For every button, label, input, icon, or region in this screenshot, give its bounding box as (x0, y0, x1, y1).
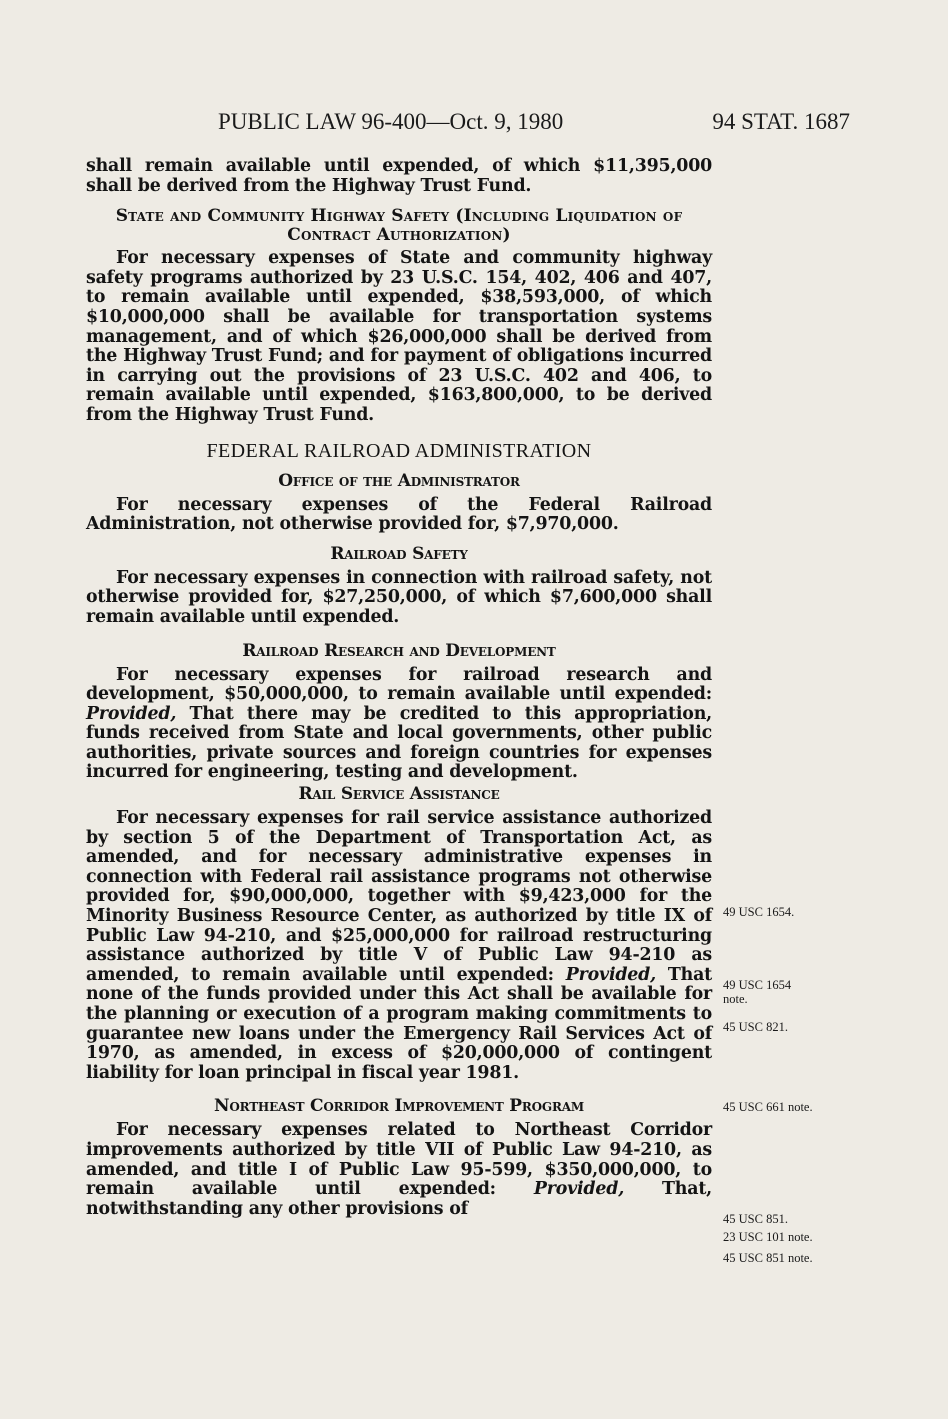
paragraph-office-administrator: For necessary expenses of the Federal Railroad Administration, not otherwise provided for, $7,970,000. (86, 494, 712, 535)
research-text-b: That there may be credited to this appropriation, funds received from State and local governments, other public authorities, private sources and foreign countries for expenses incurred for engineering, testing and development. (86, 703, 712, 783)
northeast-provided: Provided, (533, 1179, 625, 1200)
rail-service-text-a: For necessary expenses for rail service assistance authorized by section 5 of the Department of Transportation Act, as amended, and for necessary administrative expenses in connection with Federal rail assistance programs not otherwise provided for, $90,000,000, together with $9,423,000 for the Minority Business Resource Center, as authorized by title IX of Public Law 94-210, and $25,000,000 for railroad restructuring assistance authorized by title V of Public Law 94-210 as amended, to remain available until expended: (86, 808, 712, 985)
northeast-text-a: For necessary expenses related to Northeast Corridor improvements authorized by title VII of Public Law 94-210, as amended, and title I of Public Law 95-599, $350,000,000, to remain available until expended: (86, 1120, 712, 1200)
margin-note-45-usc-661-note: 45 USC 661 note. (723, 1100, 813, 1114)
margin-note-45-usc-851: 45 USC 851. (723, 1212, 788, 1226)
opening-paragraph: shall remain available until expended, of which $11,395,000 shall be derived from the Highway Trust Fund. (86, 156, 712, 196)
rail-service-provided: Provided, (565, 964, 656, 985)
header-title: PUBLIC LAW 96-400—Oct. 9, 1980 (218, 109, 564, 134)
margin-note-23-usc-101-note: 23 USC 101 note. (723, 1230, 813, 1244)
paragraph-rail-service-assistance (86, 809, 712, 1083)
margin-note-45-usc-851-note: 45 USC 851 note. (723, 1251, 813, 1265)
rail-service-text-b: That none of the funds provided under this Act shall be available for the planning or execution of a program making commitments to guarantee new loans under the Emergency Rail Services Act of 1970, as amended, in excess of $20,000,000 of contingent liability for loan principal in fiscal year 1981. (86, 964, 712, 1083)
margin-note-49-usc-1654: 49 USC 1654. (723, 905, 795, 919)
research-text-a: For necessary expenses for railroad research and development, $50,000,000, to remain available until expended: (86, 664, 712, 705)
page-header (210, 109, 850, 137)
margin-note-49-usc-1654-note-line1: 49 USC 1654 (723, 978, 792, 992)
paragraph-highway-safety: For necessary expenses of State and community highway safety programs authorized by 23 U.S.C. 154, 402, 406 and 407, to remain available until expended, $38,593,000, of which $10,000,000 shall be available for transportation systems management, and of which $26,000,000 shall be derived from the Highway Trust Fund; and for payment of obligations incurred in carrying out the provisions of 23 U.S.C. 402 and 406, to remain available until expended, $163,800,000, to be derived from the Highway Trust Fund. (86, 248, 712, 425)
paragraph-railroad-research (86, 666, 712, 784)
heading-railroad-safety: Railroad Safety (330, 543, 468, 564)
body-column (86, 157, 712, 1219)
margin-note-49-usc-1654-note-line2: note. (723, 992, 748, 1006)
heading-northeast-corridor: Northeast Corridor Improvement Program (214, 1096, 584, 1117)
margin-note-45-usc-821: 45 USC 821. (723, 1020, 788, 1034)
heading-railroad-research-development: Railroad Research and Development (242, 640, 556, 661)
header-stat-page: 94 STAT. 1687 (712, 109, 850, 134)
heading-rail-service-assistance: Rail Service Assistance (298, 784, 500, 805)
heading-federal-railroad-administration: FEDERAL RAILROAD ADMINISTRATION (206, 439, 592, 462)
paragraph-northeast-corridor (86, 1121, 712, 1219)
heading-office-of-administrator: Office of the Administrator (278, 470, 520, 491)
research-provided: Provided, (86, 703, 177, 724)
paragraph-railroad-safety: For necessary expenses in connection with railroad safety, not otherwise provided for, $27,250,000, of which $7,600,000 shall remain available until expended. (86, 567, 712, 627)
heading-state-community-highway-safety: State and Community Highway Safety (Including Liquidation of Contract Authorization) (115, 206, 683, 246)
northeast-text-b: That, notwithstanding any other provisions of (86, 1179, 713, 1219)
